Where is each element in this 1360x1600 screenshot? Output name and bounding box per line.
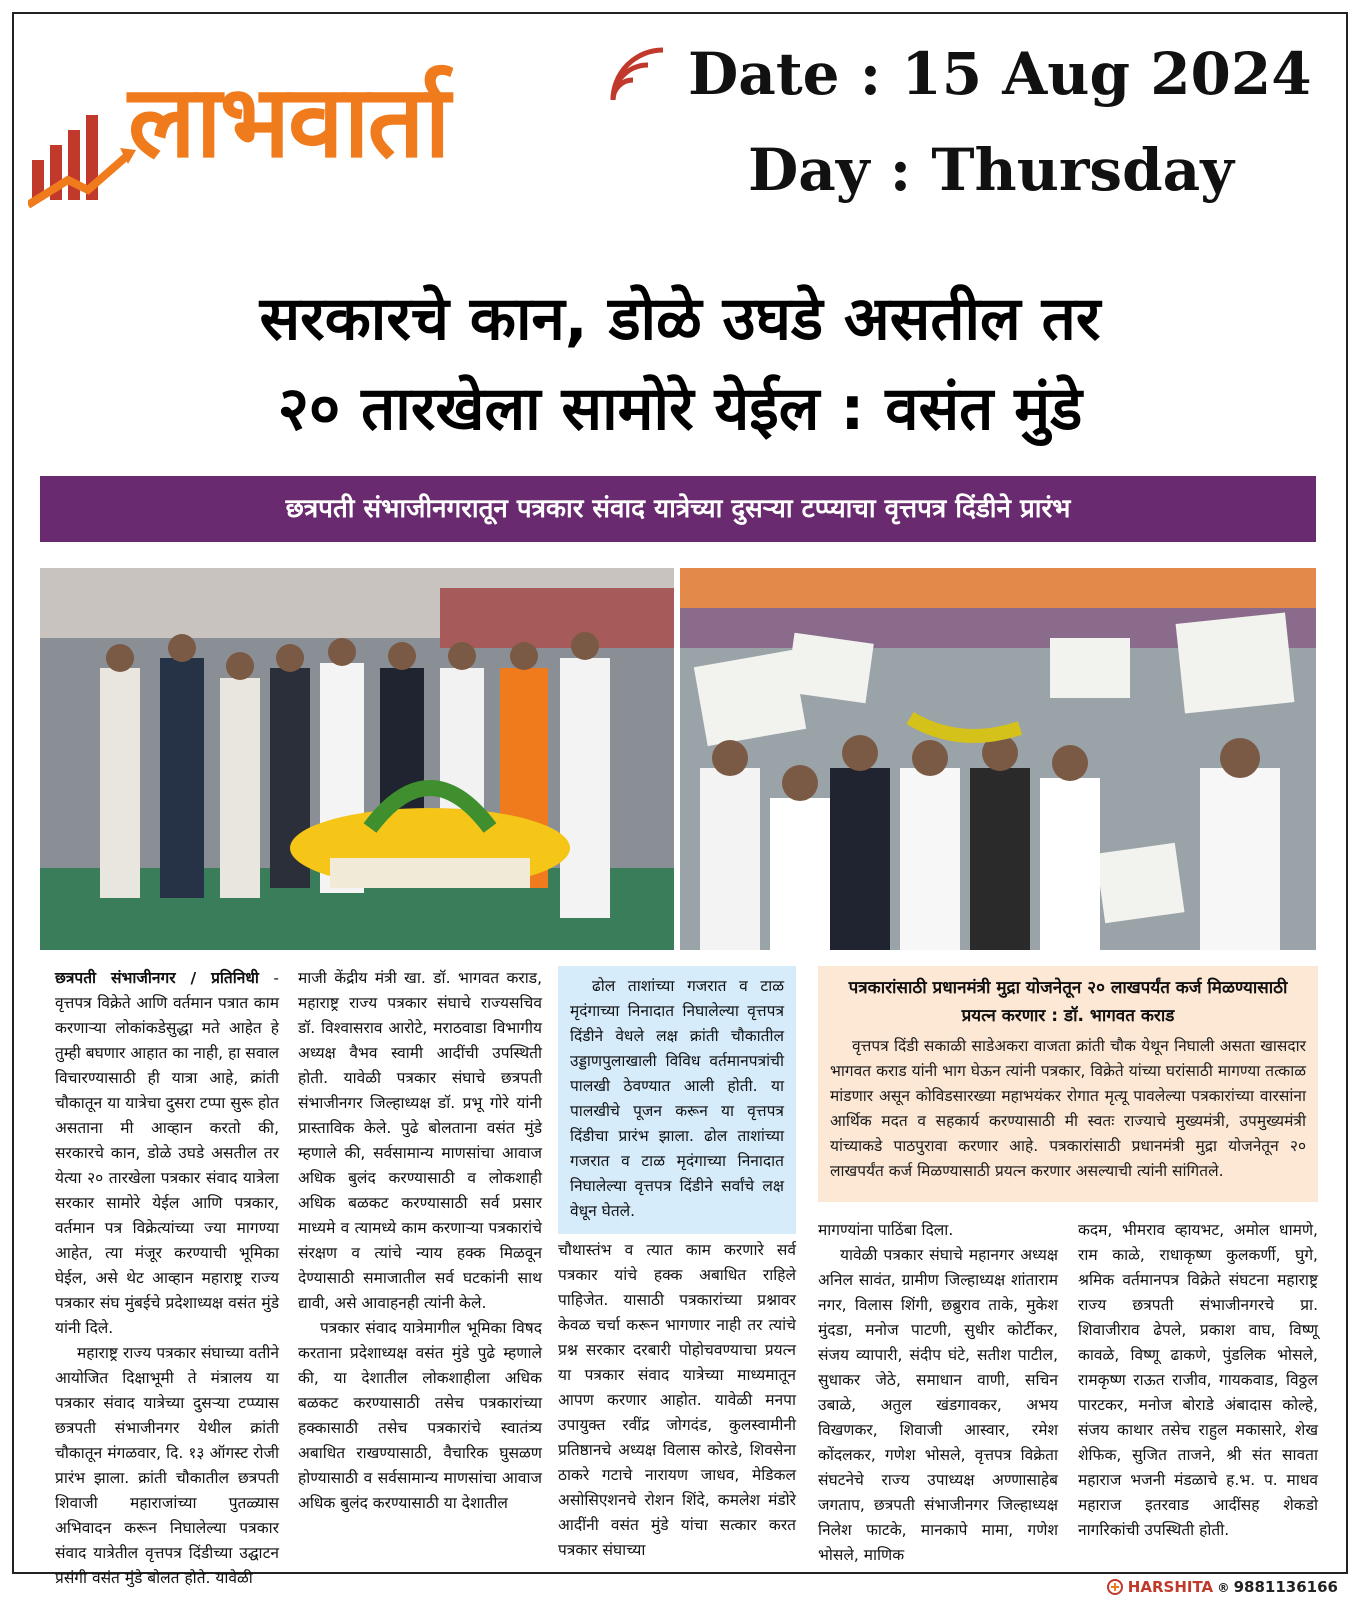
footer-registered: ® — [1217, 1579, 1230, 1595]
procession-photo-illustration — [680, 568, 1316, 950]
sidebar-title: पत्रकारांसाठी प्रधानमंत्री मुद्रा योजनेतून २० लाखपर्यंत कर्ज मिळण्यासाठी प्रयत्न करणार : डॉ. भागवत कराड — [848, 978, 1288, 1026]
footer-brand: HARSHITA — [1127, 1578, 1214, 1596]
masthead-logo — [28, 40, 648, 210]
logo-wordmark: लाभवार्ता — [128, 63, 449, 180]
article-paragraph: पत्रकार संवाद यात्रेमागील भूमिका विषद करताना प्रदेशाध्यक्ष वसंत मुंडे पुढे म्हणाले की, या देशातील लोकशाहीला अधिक बळकट करण्यासाठी तसेच पत्रकारांच्या हक्कासाठी तसेच पत्रकारांचे स्वातंत्र्य अबाधित राखण्यासाठी, वैचारिक घुसळण होण्यासाठी व सर्वसामान्य माणसांचा आवाज अधिक बुलंद करण्यासाठी या देशातील — [298, 1319, 542, 1512]
headline-line-2: २० तारखेला सामोरे येईल : वसंत मुंडे — [277, 374, 1083, 444]
article-column-3 — [558, 1238, 796, 1563]
footer-phone: 9881136166 — [1233, 1578, 1338, 1596]
sidebar-text: वृत्तपत्र दिंडी सकाळी साडेअकरा वाजता क्रांती चौक येथून निघाली असता खासदार भागवत कराड यांनी भाग घेऊन त्यांनी पत्रकार, विक्रेते यांच्या घरांसाठी मागण्या तत्काळ मांडणार असून कोविडसारख्या महाभयंकर रोगात मृत्यू पावलेल्या पत्रकारांच्या वारसांना आर्थिक मदत व सहकार्य करण्यासाठी मी स्वतः राज्याचे मुख्यमंत्री, उपमुख्यमंत्री यांच्याकडे पाठपुरावा करणार आहे. पत्रकारांसाठी प्रधानमंत्री मुद्रा योजनेतून २० लाखपर्यंत कर्ज मिळण्यासाठी प्रयत्न करणार असल्याची त्यांनी सांगितले. — [830, 1037, 1306, 1180]
byline: छत्रपती संभाजीनगर / प्रतिनिधी — [55, 969, 259, 987]
article-paragraph: यावेळी पत्रकार संघाचे महानगर अध्यक्ष अनिल सावंत, ग्रामीण जिल्हाध्यक्ष शांताराम नगर, विलास शिंगी, छब्रुराव ताके, मुकेश मुंदडा, मनोज पाटणी, सुधीर कोर्टीकर, संजय व्यापारी, संदीप घंटे, सतीश पाटील, सुधाकर जेठे, समाधान वाणी, सचिन उबाळे, अतुल खंडगावकर, अभय विखणकर, शिवाजी आस्वार, रमेश कोंदलकर, गणेश भोसले, वृत्तपत्र विक्रेता संघटनेचे राज्य उपाध्यक्ष अण्णासाहेब जगताप, छत्रपती संभाजीनगर जिल्हाध्यक्ष निलेश फाटके, मानकापे मामा, गणेश भोसले, माणिक — [818, 1246, 1058, 1564]
headline — [40, 274, 1320, 454]
article-column-5 — [1078, 1218, 1318, 1543]
article-paragraph: चौथास्तंभ व त्यात काम करणारे सर्व पत्रकार यांचे हक्क अबाधित राहिले पाहिजेत. यासाठी पत्रकारांच्या प्रश्नावर केवळ चर्चा करून भागणार नाही तर त्यांचे प्रश्न सरकार दरबारी पोहोचवण्याचा प्रयत्न या पत्रकार संवाद यात्रेच्या माध्यमातून आपण करणार आहोत. यावेळी मनपा उपायुक्त रवींद्र जोगदंड, कुलस्वामीनी प्रतिष्ठानचे अध्यक्ष विलास कोरडे, शिवसेना ठाकरे गटाचे नारायण जाधव, मेडिकल असोसिएशनचे रोशन शिंदे, कमलेश मंडोरे आदींनी वसंत मुंडे यांचा सत्कार करत पत्रकार संघाच्या — [558, 1241, 796, 1559]
photo-procession — [680, 568, 1316, 950]
article-column-4 — [818, 1218, 1058, 1568]
article-column-2 — [298, 966, 542, 1516]
highlight-text: ढोल ताशांच्या गजरात व टाळ मृदंगाच्या निनादात निघालेल्या वृत्तपत्र दिंडीने वेधले लक्ष क्रांती चौकातील उड्डाणपुलाखाली विविध वर्तमानपत्रांची पालखी ठेवण्यात आली होती. या पालखीचे पूजन करून या वृत्तपत्र दिंडीचा प्रारंभ झाला. ढोल ताशांच्या गजरात व टाळ मृदंगाच्या निनादात निघालेल्या वृत्तपत्र दिंडीने सर्वांचे लक्ष वेधून घेतले. — [570, 977, 784, 1220]
article-paragraph: मागण्यांना पाठिंबा दिला. — [818, 1221, 954, 1239]
highlight-box — [558, 966, 796, 1234]
sidebar-box — [818, 966, 1318, 1202]
signal-icon — [603, 40, 673, 110]
headline-line-1: सरकारचे कान, डोळे उघडे असतील तर — [259, 284, 1101, 354]
ceremony-photo-illustration — [40, 568, 674, 950]
subheadline-banner: छत्रपती संभाजीनगरातून पत्रकार संवाद यात्रेच्या दुसऱ्या टप्प्याचा वृत्तपत्र दिंडीने प्रारंभ — [40, 476, 1316, 542]
article-paragraph: माजी केंद्रीय मंत्री खा. डॉ. भागवत कराड, महाराष्ट्र राज्य पत्रकार संघाचे राज्यसचिव डॉ. विश्वासराव आरोटे, मराठवाडा विभागीय अध्यक्ष वैभव स्वामी आदींची उपस्थिती होती. यावेळी पत्रकार संघाचे छत्रपती संभाजीनगर जिल्हाध्यक्ष डॉ. प्रभू गोरे यांनी प्रास्ताविक केले. पुढे बोलताना वसंत मुंडे म्हणाले की, सर्वसामान्य माणसांचा आवाज अधिक बुलंद करण्यासाठी व लोकशाही अधिक बळकट करण्यासाठी सर्व प्रसार माध्यमे व त्यामध्ये काम करणाऱ्या पत्रकारांचे संरक्षण व त्यांचे न्याय हक्क मिळवून देण्यासाठी समाजातील सर्व घटकांनी साथ द्यावी, असे आवाहनही त्यांनी केले. — [298, 969, 542, 1312]
article-paragraph: कदम, भीमराव व्हायभट, अमोल धामणे, राम काळे, राधाकृष्ण कुलकर्णी, घुगे, श्रमिक वर्तमानपत्र विक्रेते संघटना महाराष्ट्र राज्य छत्रपती संभाजीनगरचे प्रा. शिवाजीराव ढेपले, प्रकाश वाघ, विष्णू कावळे, विष्णू ढाकणे, पुंडलिक भोसले, रामकृष्ण राऊत राजीव, गायकवाड, विठ्ठल पारटकर, मनोज बोराडे अंबादास कोल्हे, संजय काथार तसेच राहुल मकासारे, शेख शेफिक, सुजित ताजने, श्री संत सावता महाराज भजनी मंडळाचे ह.भ. प. माधव महाराज इतरवाड आदींसह शेकडो नागरिकांची उपस्थिती होती. — [1078, 1221, 1318, 1539]
article-paragraph: - वृत्तपत्र विक्रेते आणि वर्तमान पत्रात काम करणाऱ्या लोकांकडेसुद्धा मते आहेत हे तुम्ही बघणार आहात का नाही, हा सवाल विचारण्यासाठी ही यात्रा आहे, क्रांती चौकातून या यात्रेचा दुसरा टप्पा सुरू होत असताना मी आव्हान करतो की, सरकारचे कान, डोळे उघडे असतील तर येत्या २० तारखेला पत्रकार संवाद यात्रेला सरकार सामोरे येईल आणि पत्रकार, वर्तमान पत्र विक्रेत्यांच्या ज्या मागण्या आहेत, त्या मंजूर करण्याची भूमिका घेईल, असे थेट आव्हान महाराष्ट्र राज्य पत्रकार संघ मुंबईचे प्रदेशाध्यक्ष वसंत मुंडे यांनी दिले. — [55, 969, 279, 1337]
article-paragraph: महाराष्ट्र राज्य पत्रकार संघाच्या वतीने आयोजित दिक्षाभूमी ते मंत्रालय या पत्रकार संवाद यात्रेच्या दुसऱ्या टप्प्यास छत्रपती संभाजीनगर येथील क्रांती चौकातून मंगळवार, दि. १३ ऑगस्ट रोजी प्रारंभ झाला. क्रांती चौकातील छत्रपती शिवाजी महाराजांच्या पुतळ्यास अभिवादन करून निघालेल्या पत्रकार संवाद यात्रेतील वृत्तपत्र दिंडीच्या उद्घाटन प्रसंगी वसंत मुंडे बोलत होते. यावेळी — [55, 1344, 279, 1587]
article-column-1 — [55, 966, 279, 1591]
footer-credit — [1106, 1578, 1338, 1596]
photo-ceremony — [40, 568, 674, 950]
harshita-logo-icon — [1106, 1578, 1124, 1596]
issue-day: Day : Thursday — [748, 136, 1234, 204]
issue-date: Date : 15 Aug 2024 — [688, 40, 1312, 108]
chart-bars-icon — [28, 100, 138, 210]
